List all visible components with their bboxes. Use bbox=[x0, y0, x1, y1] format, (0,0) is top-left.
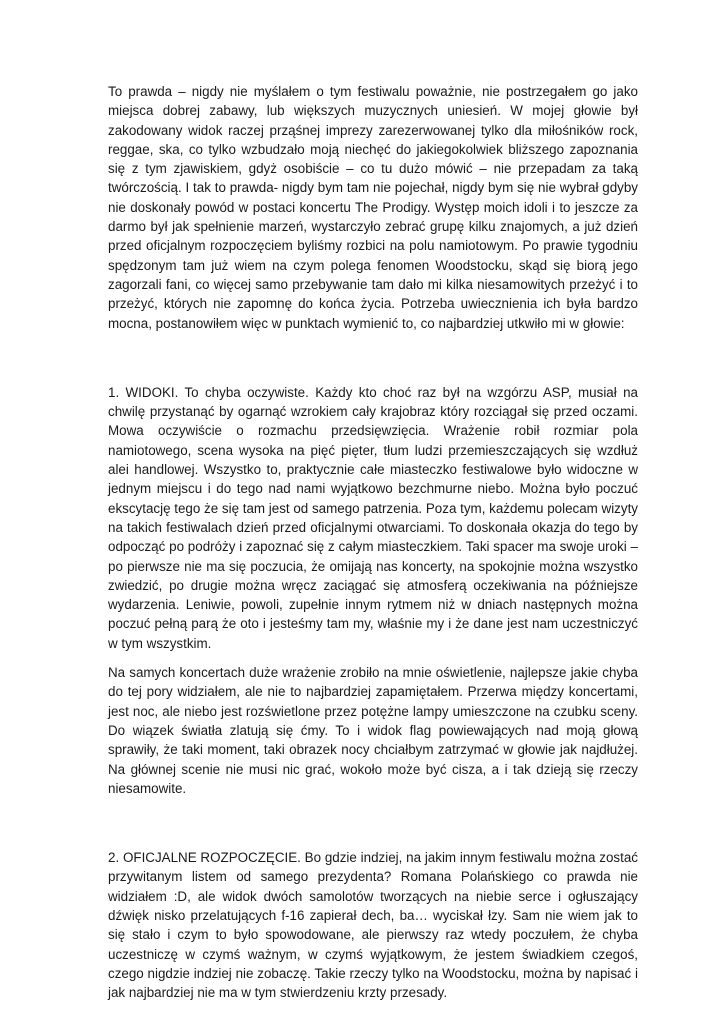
paragraph-intro: To prawda – nigdy nie myślałem o tym festiwalu poważnie, nie postrzegałem go jako miejsca dobrej zabawy, lub większych muzycznych uniesień. W mojej głowie był zakodowany widok raczej prząśnej imprezy zarezerwowanej tylko dla miłośników rock, reggae, ska, co tylko wzbudzało moją niechęć do jakiegokolwiek bliższego zapoznania się z tym zjawiskiem, gdyż osobiście – co tu dużo mówić – nie przepadam za taką twórczością. I tak to prawda- nigdy bym tam nie pojechał, nigdy bym się nie wybrał gdyby nie doskonały powód w postaci koncertu The Prodigy. Występ moich idoli i to jeszcze za darmo był jak spełnienie marzeń, wystarczyło zebrać grupę kilku znajomych, a już dzień przed oficjalnym rozpoczęciem byliśmy rozbici na polu namiotowym. Po prawie tygodniu spędzonym tam już wiem na czym polega fenomen Woodstocku, skąd się biorą jego zagorzali fani, co więcej samo przebywanie tam dało mi kilka niesamowitych przeżyć i to przeżyć, których nie zapomnę do końca życia. Potrzeba uwiecznienia ich była bardzo mocna, postanowiłem więc w punktach wymienić to, co najbardziej utkwiło mi w głowie: bbox=[108, 84, 638, 331]
paragraph-oficjalne-rozpoczecie: 2. OFICJALNE ROZPOCZĘCIE. Bo gdzie indziej, na jakim innym festiwalu można zostać przywitanym listem od samego prezydenta? Romana Polańskiego co prawda nie widziałem :D, ale widok dwóch samolotów tworzących na niebie serce i ogłuszający dźwięk nisko przelatujących f-16 zapierał dech, ba… wyciskał łzy. Sam nie wiem jak to się stało i czym to było spowodowane, ale pierwszy raz wtedy poczułem, że chyba uczestniczę w czymś ważnym, w czymś wyjątkowym, że jestem świadkiem czegoś, czego nigdzie indziej nie zobaczę. Takie rzeczy tylko na Woodstocku, można by napisać i jak najbardziej nie ma w tym stwierdzeniu krzty przesady. bbox=[108, 850, 638, 1001]
paragraph-koncerty: Na samych koncertach duże wrażenie zrobiło na mnie oświetlenie, najlepsze jakie chyba do tej pory widziałem, ale nie to najbardziej zapamiętałem. Przerwa między koncertami, jest noc, ale niebo jest rozświetlone przez potężne lampy umieszczone na czubku sceny. Do wiązek światła zlatują się ćmy. To i widok flag powiewających nad moją głową sprawiły, że taki moment, taki obrazek nocy chciałbym zatrzymać w głowie jak najdłużej. Na głównej scenie nie musi nic grać, wokoło może być cisza, a i tak dzieją się rzeczy niesamowite. bbox=[108, 665, 638, 796]
paragraph-widoki: 1. WIDOKI. To chyba oczywiste. Każdy kto choć raz był na wzgórzu ASP, musiał na chwilę przystanąć by ogarnąć wzrokiem cały krajobraz który rozciągał się przed oczami. Mowa oczywiście o rozmachu przedsięwzięcia. Wrażenie robił rozmiar pola namiotowego, scena wysoka na pięć pięter, tłum ludzi przemieszczających się wzdłuż alei handlowej. Wszystko to, praktycznie całe miasteczko festiwalowe było widoczne w jednym miejscu i do tego nad nami wyjątkowo bezchmurne niebo. Można było poczuć ekscytację tego że się tam jest od samego patrzenia. Poza tym, każdemu polecam wizyty na takich festiwalach dzień przed oficjalnymi otwarciami. To doskonała okazja do tego by odpocząć po podróży i zapoznać się z całym miasteczkiem. Taki spacer ma swoje uroki – po pierwsze nie ma się poczucia, że omijają nas koncerty, na spokojnie można wszystko zwiedzić, po drugie można wręcz zaciągać się atmosferą oczekiwania na późniejsze wydarzenia. Leniwie, powoli, zupełnie innym rytmem niż w dniach następnych można poczuć pełną parą że oto i jesteśmy tam my, właśnie my i że dane jest nam uczestniczyć w tym wszystkim. bbox=[108, 384, 638, 651]
document-page bbox=[108, 82, 638, 1002]
